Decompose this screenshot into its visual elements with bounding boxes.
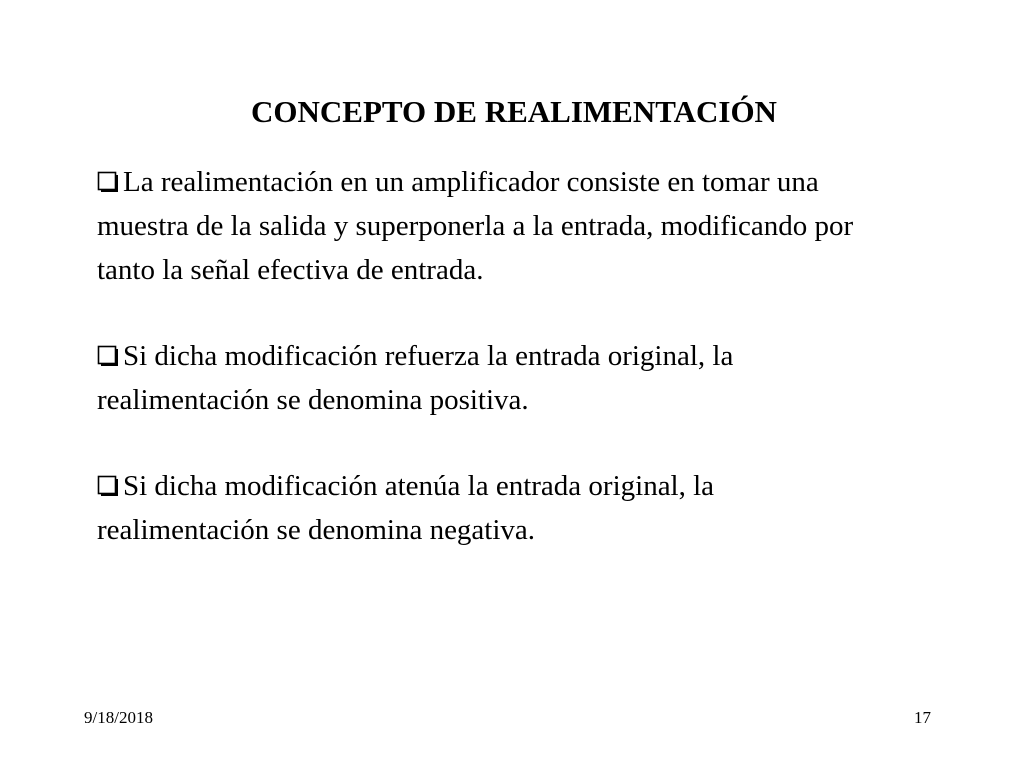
- footer-date: 9/18/2018: [84, 708, 153, 727]
- bullet-item: [97, 160, 877, 292]
- bullet-item: [97, 464, 877, 552]
- checkbox-square-icon: [97, 171, 119, 193]
- checkbox-square-icon: [97, 345, 119, 367]
- bullet-text: Si dicha modificación atenúa la entrada original, la realimentación se denomina negativa.: [97, 470, 715, 546]
- bullet-text: Si dicha modificación refuerza la entrada original, la realimentación se denomina positiva.: [97, 340, 734, 416]
- slide-title: CONCEPTO DE REALIMENTACIÓN: [251, 94, 777, 129]
- page-number: 17: [914, 708, 931, 727]
- checkbox-square-icon: [97, 475, 119, 497]
- bullet-item: [97, 334, 877, 422]
- slide-body: [97, 160, 877, 594]
- bullet-text: La realimentación en un amplificador consiste en tomar una muestra de la salida y superponerla a la entrada, modificando por tanto la señal efectiva de entrada.: [97, 166, 854, 286]
